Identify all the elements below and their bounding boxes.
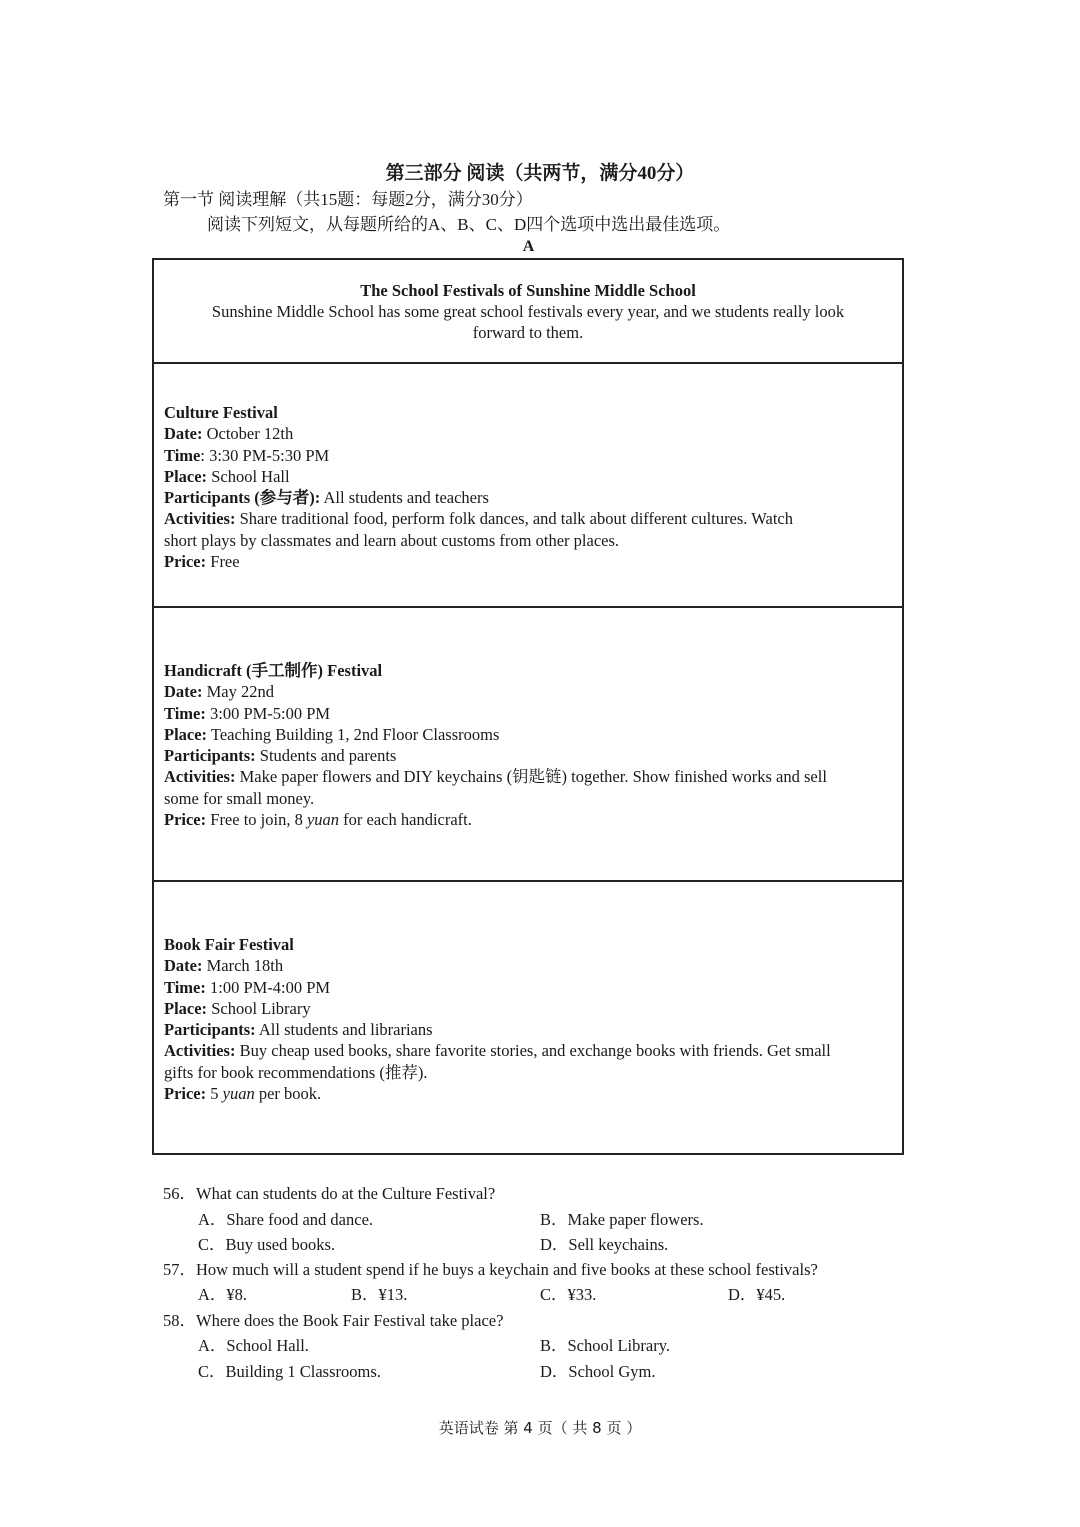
intro-line-2: forward to them. <box>472 323 584 342</box>
section-title: 第一节 阅读理解（共15题：每题2分，满分30分） <box>163 190 533 209</box>
option-56-a: A．Share food and dance. <box>198 1210 374 1229</box>
festival-time: Time: 3:30 PM-5:30 PM <box>164 445 330 465</box>
option-58-a: A．School Hall. <box>198 1336 309 1355</box>
option-58-c: C．Building 1 Classrooms. <box>198 1362 381 1381</box>
festival-place: Place: Teaching Building 1, 2nd Floor Classrooms <box>164 724 500 744</box>
option-57-d: D．¥45. <box>728 1285 786 1304</box>
festival-price: Price: Free to join, 8 yuan for each handicraft. <box>164 810 472 830</box>
instruction: 阅读下列短文，从每题所给的A、B、C、D四个选项中选出最佳选项。 <box>207 215 731 234</box>
question-stem-58: 58．Where does the Book Fair Festival take place? <box>163 1311 504 1330</box>
intro-line-1: Sunshine Middle School has some great school festivals every year, and we students really look <box>211 302 845 321</box>
festival-box-book-fair <box>152 880 904 1155</box>
option-57-a: A．¥8. <box>198 1285 248 1304</box>
question-stem-57: 57．How much will a student spend if he buys a keychain and five books at these school festivals? <box>163 1260 818 1279</box>
festival-price: Price: 5 yuan per book. <box>164 1084 322 1104</box>
festival-box-culture <box>152 362 904 608</box>
option-57-b: B．¥13. <box>351 1285 408 1304</box>
option-56-c: C．Buy used books. <box>198 1235 336 1254</box>
option-57-c: C．¥33. <box>540 1285 597 1304</box>
option-58-b: B．School Library. <box>540 1336 670 1355</box>
page-footer: 英语试卷 第 4 页（ 共 8 页 ） <box>438 1419 642 1437</box>
festival-activities: Activities: Share traditional food, perform folk dances, and talk about different cultures. Watch <box>164 509 793 529</box>
intro-title: The School Festivals of Sunshine Middle School <box>360 281 696 300</box>
festival-time: Time: 1:00 PM-4:00 PM <box>164 977 331 997</box>
festival-name: Culture Festival <box>164 403 278 422</box>
festival-date: Date: October 12th <box>164 424 294 444</box>
question-stem-56: 56．What can students do at the Culture Festival? <box>163 1184 496 1203</box>
festival-place: Place: School Library <box>164 998 311 1018</box>
festival-activities-cont: some for small money. <box>164 788 315 808</box>
festival-participants: Participants (参与者): All students and teachers <box>164 488 489 508</box>
option-58-d: D．School Gym. <box>540 1362 656 1381</box>
festival-box-handicraft <box>152 606 904 882</box>
festival-activities-cont: gifts for book recommendations (推荐). <box>164 1062 428 1082</box>
festival-name: Book Fair Festival <box>164 935 294 954</box>
festival-participants: Participants: Students and parents <box>164 746 397 766</box>
festival-place: Place: School Hall <box>164 466 290 486</box>
festival-participants: Participants: All students and librarians <box>164 1020 433 1040</box>
festival-time: Time: 3:00 PM-5:00 PM <box>164 703 331 723</box>
option-56-b: B．Make paper flowers. <box>540 1210 704 1229</box>
festival-activities: Activities: Make paper flowers and DIY keychains (钥匙链) together. Show finished works and sell <box>164 767 827 787</box>
festival-activities-cont: short plays by classmates and learn about customs from other places. <box>164 530 620 550</box>
passage-letter: A <box>522 238 535 255</box>
festival-name: Handicraft (手工制作) Festival <box>164 661 383 680</box>
intro-box <box>152 258 904 364</box>
festival-activities: Activities: Buy cheap used books, share favorite stories, and exchange books with friends. Get small <box>164 1041 831 1061</box>
festival-date: Date: March 18th <box>164 956 284 976</box>
festival-date: Date: May 22nd <box>164 682 274 702</box>
option-56-d: D．Sell keychains. <box>540 1235 669 1254</box>
part-title: 第三部分 阅读（共两节，满分40分） <box>385 163 695 184</box>
festival-price: Price: Free <box>164 552 240 572</box>
